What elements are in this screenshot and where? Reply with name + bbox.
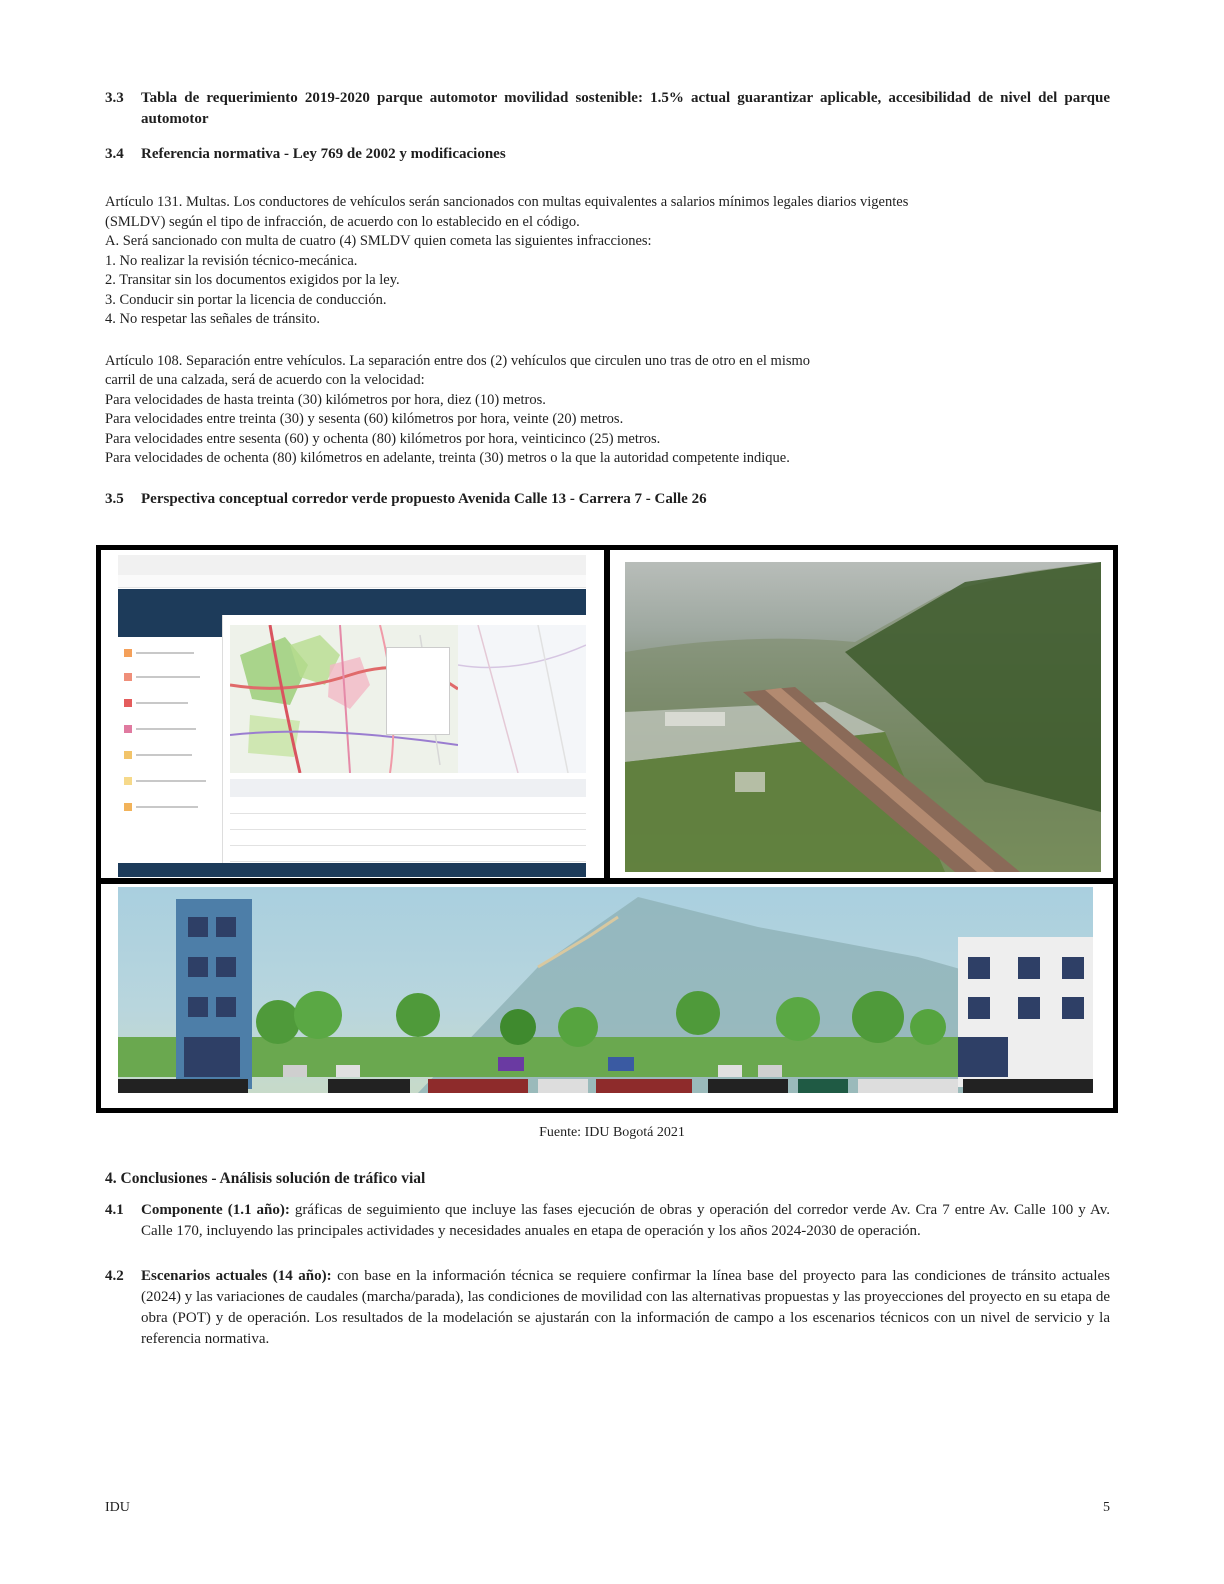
paragraph-line: Artículo 131. Multas. Los conductores de vehículos serán sancionados con multas equivalentes a salarios mínimos legales diarios vigentes bbox=[105, 194, 909, 210]
legend-swatch bbox=[124, 725, 132, 733]
legend-text-line bbox=[136, 780, 206, 782]
gis-screenshot bbox=[118, 555, 586, 877]
layer-sidebar bbox=[118, 615, 223, 863]
app-footer bbox=[118, 863, 586, 877]
attribute-table bbox=[230, 779, 586, 863]
item-number: 4.1 bbox=[105, 1202, 124, 1218]
page-number: 5 bbox=[1103, 1500, 1110, 1515]
item-heading: Referencia normativa - Ley 769 de 2002 y modificaciones bbox=[141, 146, 506, 162]
map-extension bbox=[458, 625, 586, 773]
paragraph-line: Artículo 108. Separación entre vehículos. La separación entre dos (2) vehículos que circulen uno tras de otro en el mismo bbox=[105, 352, 811, 369]
item-text: gráficas de seguimiento que incluye las fases ejecución de obras y operación del corredor verde Av. Cra 7 entre Av. Calle 100 y Av. Calle 170, incluyendo las principales actividades y necesidades anuales en etapa de operación y los años 2024-2030 de operación. bbox=[141, 1202, 1111, 1239]
legend-swatch bbox=[124, 751, 132, 759]
paragraph-line: Para velocidades de hasta treinta (30) kilómetros por hora, diez (10) metros. bbox=[105, 391, 546, 408]
app-header bbox=[118, 589, 586, 615]
paragraph-line: 2. Transitar sin los documentos exigidos por la ley. bbox=[105, 272, 400, 288]
item-3-3 bbox=[105, 88, 1110, 130]
paragraph-article-131 bbox=[105, 193, 1110, 330]
legend-text-line bbox=[136, 728, 196, 730]
table-row-divider bbox=[230, 861, 586, 862]
panel-divider bbox=[604, 550, 610, 880]
legend-text-line bbox=[136, 702, 188, 704]
street-graphic bbox=[118, 887, 1093, 1093]
paragraph-line: (SMLDV) según el tipo de infracción, de acuerdo con lo establecido en el código. bbox=[105, 213, 580, 230]
aerial-graphic bbox=[625, 562, 1101, 872]
aerial-render bbox=[625, 562, 1101, 872]
paragraph-line: carril de una calzada, será de acuerdo con la velocidad: bbox=[105, 372, 425, 388]
legend-text-line bbox=[136, 652, 194, 654]
item-number: 3.3 bbox=[105, 90, 124, 106]
table-row-divider bbox=[230, 845, 586, 846]
browser-tab-bar bbox=[118, 555, 586, 576]
item-3-5 bbox=[105, 489, 1110, 510]
item-3-4 bbox=[105, 144, 1110, 165]
paragraph-line: 4. No respetar las señales de tránsito. bbox=[105, 311, 321, 327]
item-number: 3.5 bbox=[105, 490, 124, 507]
item-4-1 bbox=[105, 1200, 1110, 1242]
browser-address-bar bbox=[118, 575, 586, 588]
street-section-render bbox=[118, 887, 1093, 1093]
map-popup[interactable] bbox=[386, 647, 450, 735]
item-body bbox=[141, 1266, 1110, 1350]
table-row-divider bbox=[230, 829, 586, 830]
paragraph-article-108 bbox=[105, 352, 1110, 469]
paragraph-line: 3. Conducir sin portar la licencia de conducción. bbox=[105, 291, 387, 308]
paragraph-line: Para velocidades entre sesenta (60) y ochenta (80) kilómetros por hora, veinticinco (25) metros. bbox=[105, 430, 661, 447]
legend-swatch bbox=[124, 803, 132, 811]
sidebar-header bbox=[118, 615, 222, 637]
legend-text-line bbox=[136, 676, 200, 678]
legend-swatch bbox=[124, 699, 132, 707]
item-number: 4.2 bbox=[105, 1268, 124, 1284]
paragraph-line: Para velocidades de ochenta (80) kilómetros en adelante, treinta (30) metros o la que la autoridad competente indique. bbox=[105, 450, 790, 466]
paragraph-line: Para velocidades entre treinta (30) y sesenta (60) kilómetros por hora, veinte (20) metros. bbox=[105, 411, 624, 427]
item-text: con base en la información técnica se requiere confirmar la línea base del proyecto para las condiciones de tránsito actuales (2024) y las variaciones de caudales (marcha/parada), las condiciones de movilidad con las alternativas propuestas y las proyecciones del proyecto en su etapa de obra (POT) y de operación. Los resultados de la modelación se ajustarán con la información de campo a los escenarios técnicos con un nivel de servicio y la referencia normativa. bbox=[141, 1268, 1110, 1347]
map-graphic bbox=[458, 625, 586, 773]
footer-org: IDU bbox=[105, 1500, 130, 1515]
table-row-divider bbox=[230, 813, 586, 814]
panel-divider bbox=[101, 878, 1113, 884]
item-heading: Perspectiva conceptual corredor verde propuesto Avenida Calle 13 - Carrera 7 - Calle 26 bbox=[141, 490, 707, 507]
section-heading: 4. Conclusiones - Análisis solución de tráfico vial bbox=[105, 1170, 426, 1187]
legend-text-line bbox=[136, 754, 192, 756]
legend-text-line bbox=[136, 806, 198, 808]
legend-swatch bbox=[124, 673, 132, 681]
paragraph-line: 1. No realizar la revisión técnico-mecánica. bbox=[105, 252, 358, 269]
figure-caption: Fuente: IDU Bogotá 2021 bbox=[539, 1125, 685, 1140]
item-lead: Componente (1.1 año): bbox=[141, 1202, 290, 1218]
item-body bbox=[141, 1200, 1110, 1242]
legend-swatch bbox=[124, 777, 132, 785]
item-4-2 bbox=[105, 1266, 1110, 1350]
legend-swatch bbox=[124, 649, 132, 657]
paragraph-line: A. Será sancionado con multa de cuatro (4) SMLDV quien cometa las siguientes infracciones: bbox=[105, 233, 652, 249]
table-header bbox=[230, 779, 586, 797]
section-4 bbox=[105, 1170, 1110, 1350]
item-number: 3.4 bbox=[105, 146, 124, 162]
item-lead: Escenarios actuales (14 año): bbox=[141, 1268, 332, 1284]
figure-collage bbox=[96, 545, 1118, 1113]
page-body bbox=[105, 88, 1110, 510]
item-text: Tabla de requerimiento 2019-2020 parque automotor movilidad sostenible: 1.5% actual guarantizar aplicable, accesibilidad de nivel del parque automotor bbox=[141, 90, 1110, 127]
